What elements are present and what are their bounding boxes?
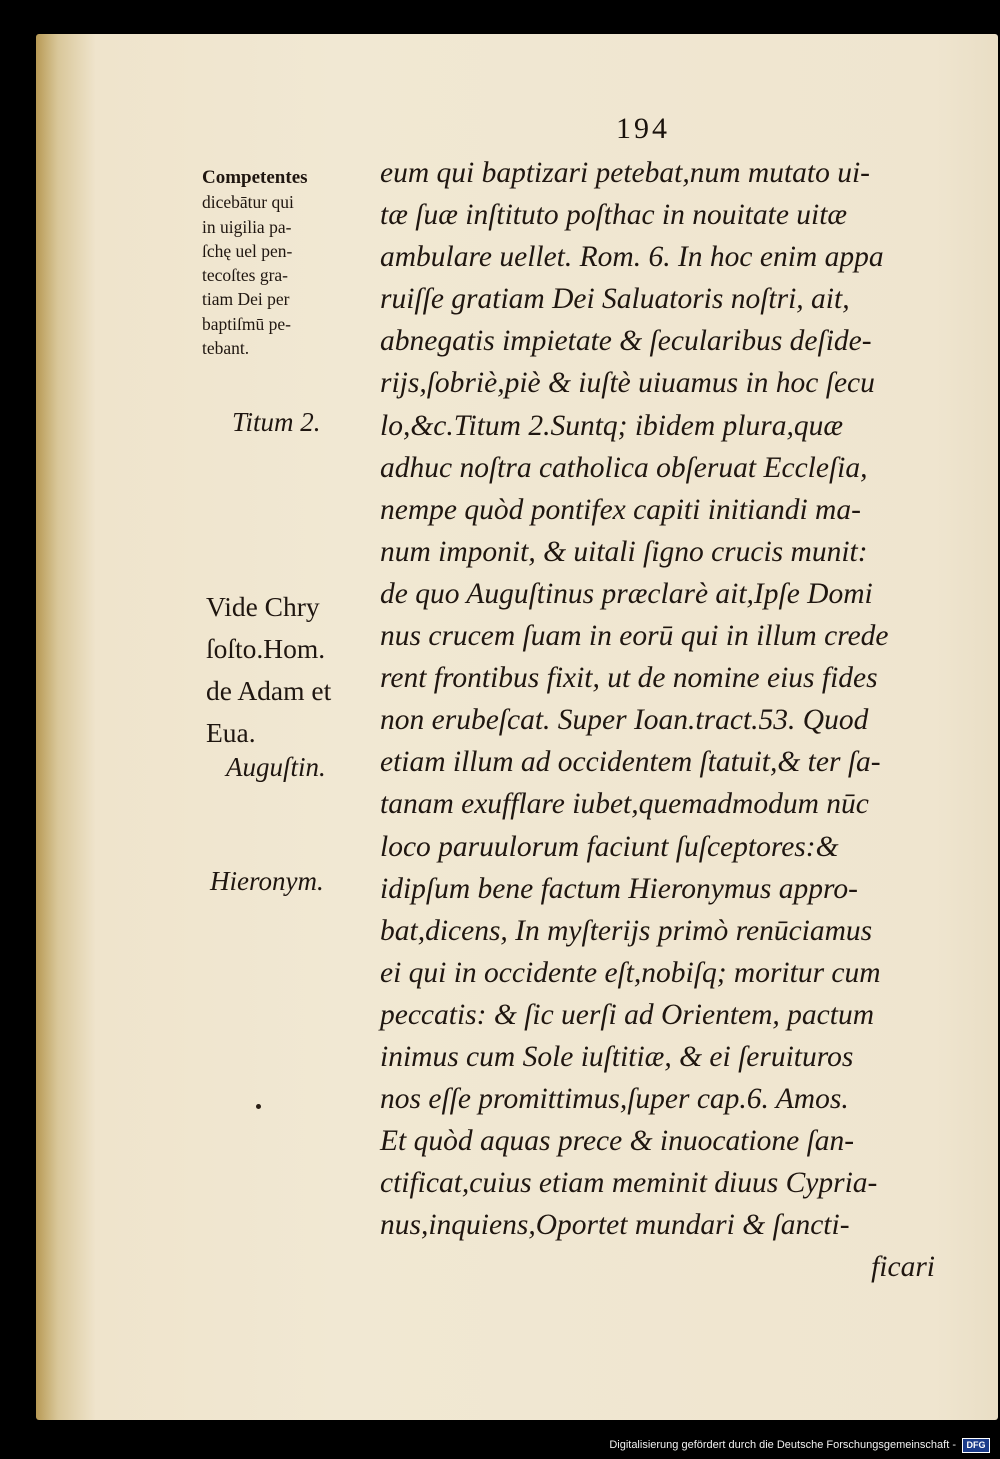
text-line: non erubeſcat. Super Ioan.tract.53. Quod [380, 704, 869, 737]
text-line: rent frontibus fixit, ut de nomine eius fides [380, 662, 878, 695]
text-line: bat,dicens, In myſterijs primò renūciamus [380, 914, 873, 947]
margin-note-line: ſchę uel pen- [202, 240, 293, 261]
text-line: lo,&c.Titum 2.Suntq; ibidem plura,quæ [380, 409, 843, 442]
text-line: etiam illum ad occidentem ſtatuit,& ter ſa- [380, 746, 881, 779]
text-line: idipſum bene factum Hieronymus appro- [380, 872, 858, 905]
digitization-footer [609, 1437, 990, 1453]
text-line-catchword: ficari [871, 1251, 935, 1284]
text-line: tanam exufflare iubet,quemadmodum nūc [380, 788, 869, 821]
text-line: num imponit, & uitali ſigno crucis munit: [380, 535, 868, 568]
margin-note-line: de Adam et [206, 675, 332, 706]
text-line: peccatis: & ſic uerſi ad Orientem, pactum [380, 998, 875, 1031]
text-line: rijs,ſobriè,piè & iuſtè uiuamus in hoc ſecu [380, 367, 875, 400]
margin-note-line: tebant. [202, 338, 250, 359]
text-line: tæ ſuæ inſtituto poſthac in nouitate uitæ [380, 199, 848, 232]
margin-note-hieronym: Hieronym. [210, 866, 324, 896]
margin-note-line: Vide Chry [206, 591, 320, 622]
text-line: Et quòd aquas prece & inuocatione ſan- [380, 1125, 855, 1158]
margin-note-line: tiam Dei per [202, 289, 290, 310]
text-line: loco paruulorum faciunt ſuſceptores:& [380, 830, 839, 863]
margin-note-line: ſoſto.Hom. [206, 633, 326, 664]
text-line: ruiſſe gratiam Dei Saluatoris noſtri, ait, [380, 283, 850, 316]
margin-note-line: in uigilia pa- [202, 216, 292, 237]
text-line: de quo Auguſtinus præclarè ait,Ipſe Domi [380, 577, 873, 610]
margin-note-line: dicebātur qui [202, 192, 294, 213]
text-line: nos eſſe promittimus,ſuper cap.6. Amos. [380, 1083, 849, 1116]
text-line: nus,inquiens,Oportet mundari & ſancti- [380, 1209, 850, 1242]
text-line: adhuc noſtra catholica obſeruat Eccleſia, [380, 451, 868, 484]
margin-note-competentes [202, 166, 308, 360]
text-line: ambulare uellet. Rom. 6. In hoc enim appa [380, 241, 884, 274]
ink-spot [256, 1104, 261, 1109]
margin-note-line: baptiſmū pe- [202, 313, 291, 334]
margin-note-line: Competentes [202, 167, 308, 188]
page-number: 194 [616, 112, 670, 145]
margin-note-line: Eua. [206, 717, 256, 748]
margin-note-line: tecoſtes gra- [202, 265, 288, 286]
margin-note-augustin: Auguſtin. [226, 752, 326, 782]
main-text-block [380, 152, 935, 1289]
text-line: ei qui in occidente eſt,nobiſq; moritur cum [380, 956, 881, 989]
margin-note-titum: Titum 2. [232, 407, 321, 437]
dfg-logo-icon: DFG [962, 1438, 990, 1453]
text-line: inimus cum Sole iuſtitiæ, & ei ſeruituros [380, 1040, 854, 1073]
margin-note-chrysostom [206, 586, 331, 754]
text-line: ctificat,cuius etiam meminit diuus Cypria- [380, 1167, 878, 1200]
text-line: abnegatis impietate & ſecularibus deſide- [380, 325, 872, 358]
text-line: nempe quòd pontifex capiti initiandi ma- [380, 493, 861, 526]
text-line: nus crucem ſuam in eorū qui in illum crede [380, 620, 889, 653]
footer-credit: Digitalisierung gefördert durch die Deutsche Forschungsgemeinschaft - [609, 1439, 956, 1451]
text-line: eum qui baptizari petebat,num mutato ui- [380, 157, 870, 189]
